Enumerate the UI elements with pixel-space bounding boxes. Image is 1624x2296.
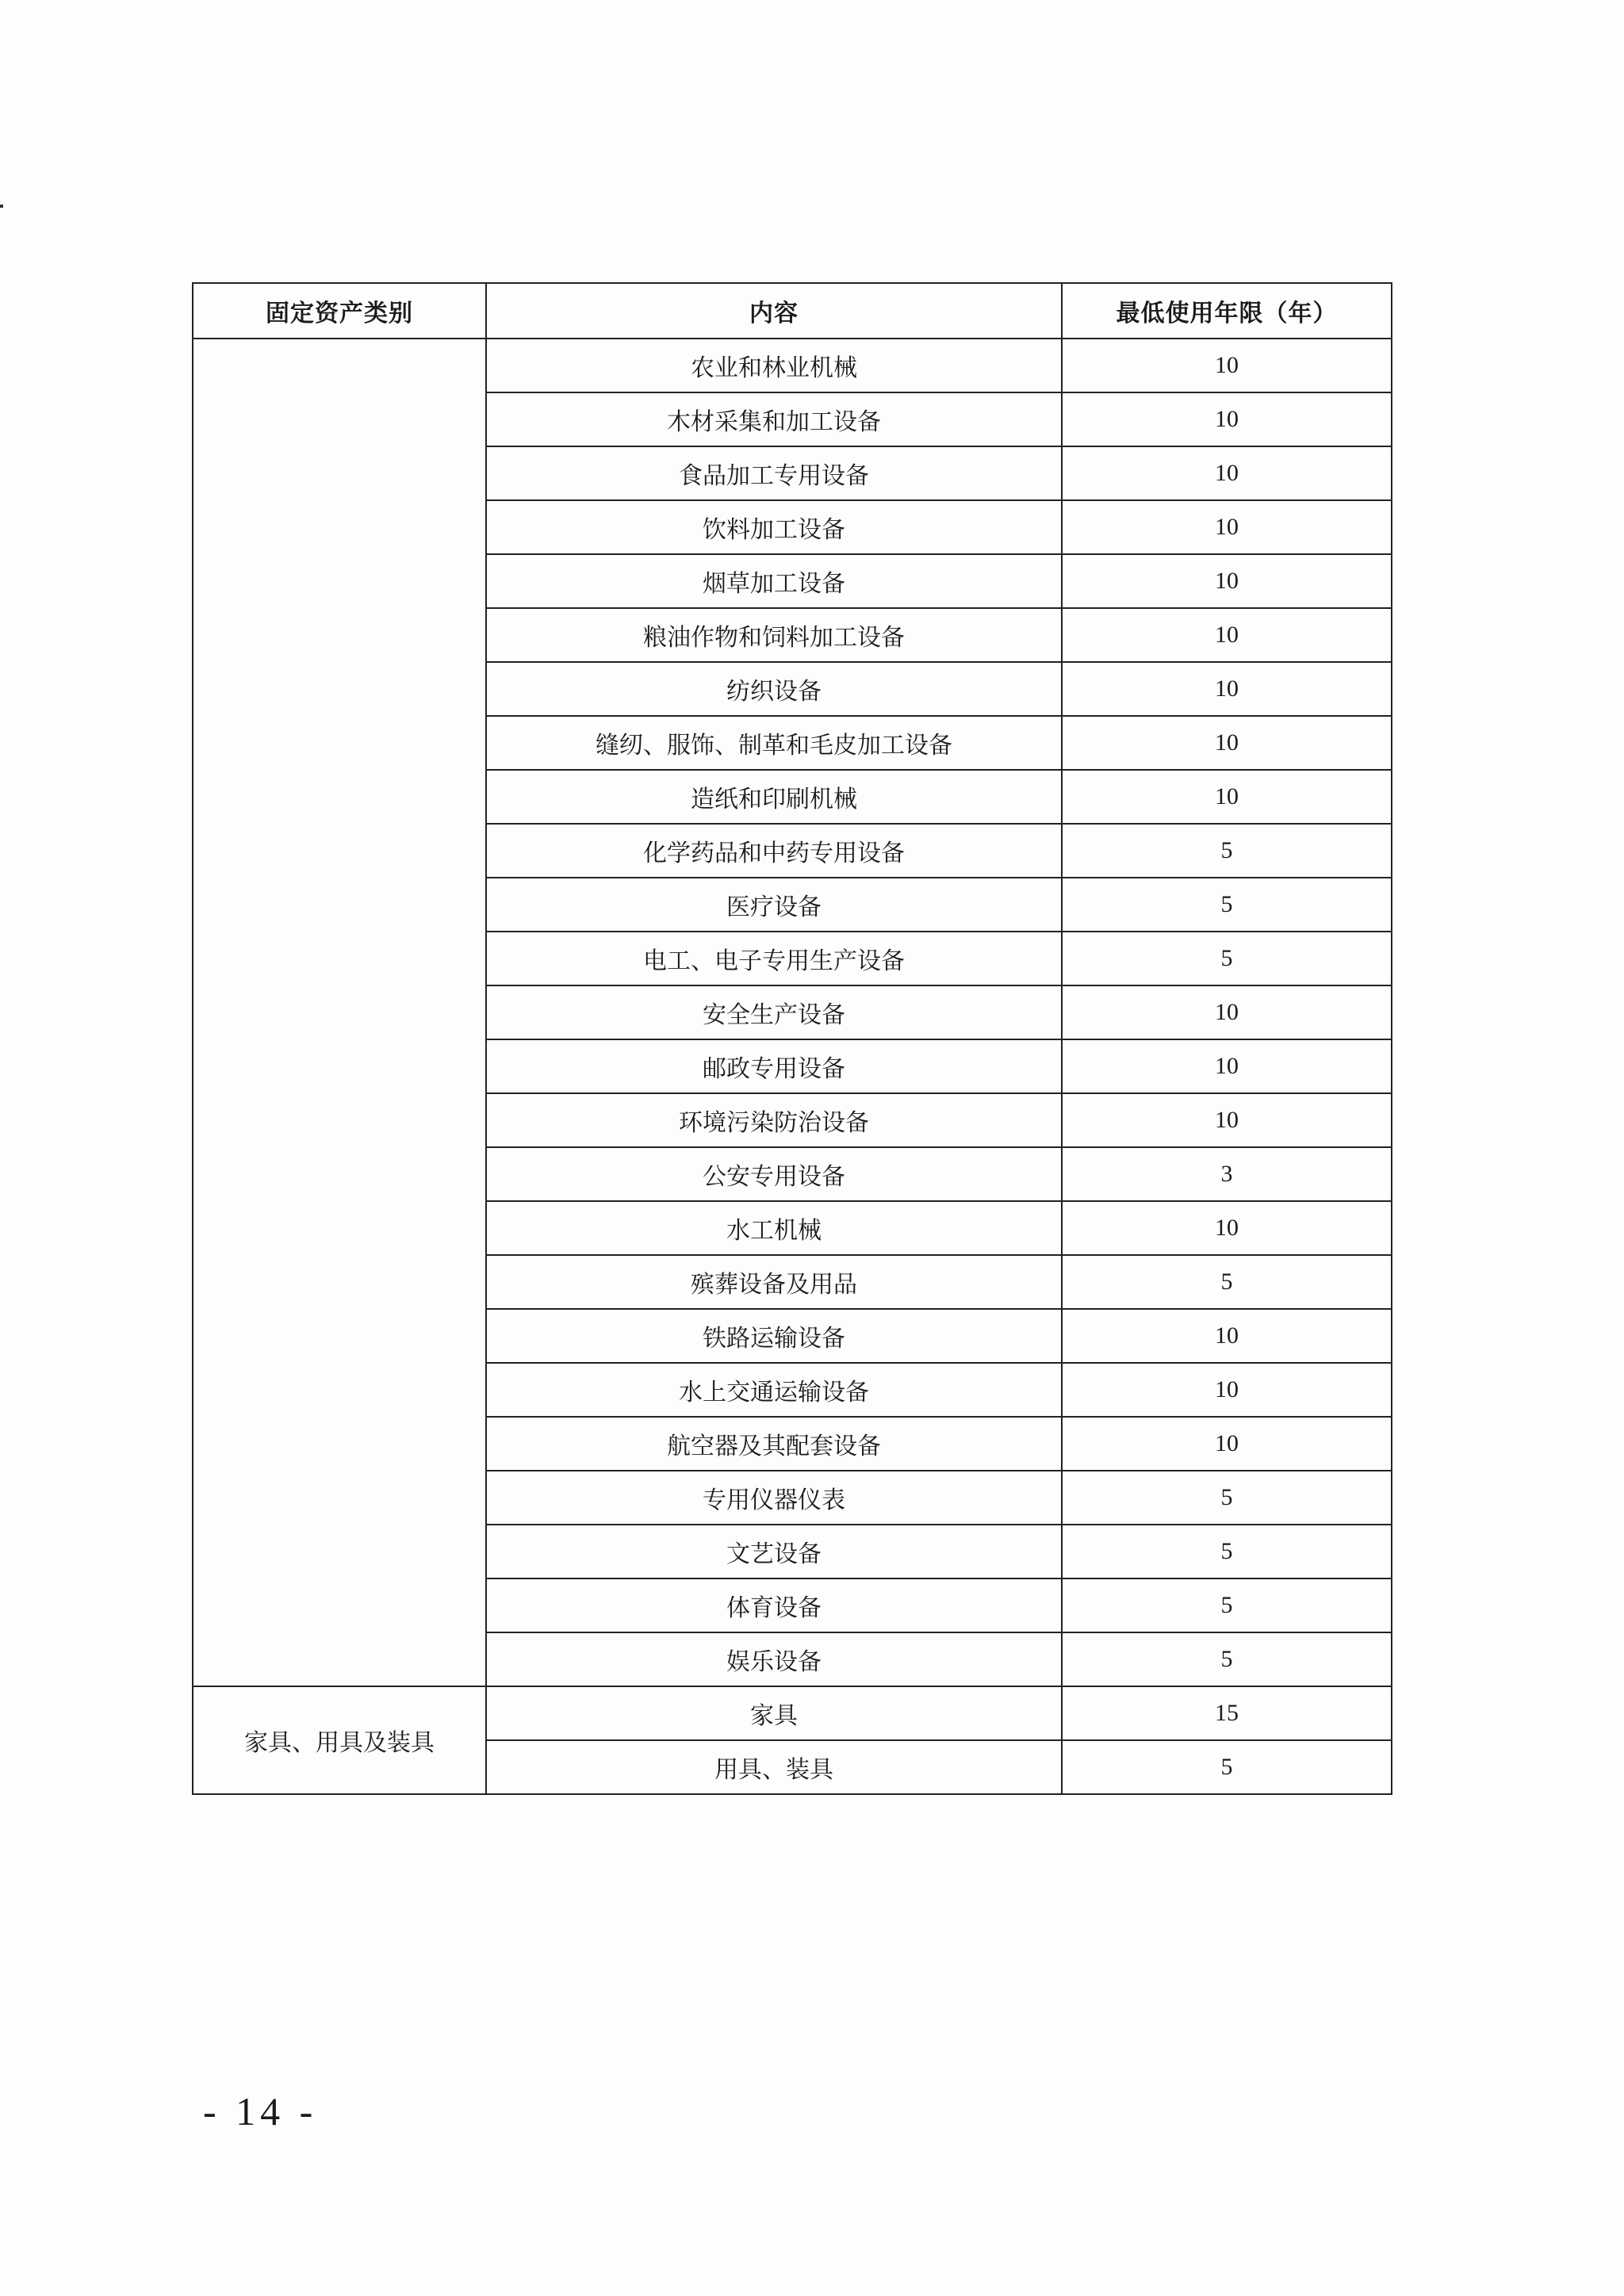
content-cell: 殡葬设备及用品 xyxy=(486,1255,1062,1309)
content-cell: 专用仪器仪表 xyxy=(486,1471,1062,1525)
years-cell: 3 xyxy=(1062,1147,1392,1201)
content-cell: 文艺设备 xyxy=(486,1525,1062,1578)
content-cell: 化学药品和中药专用设备 xyxy=(486,824,1062,878)
years-cell: 10 xyxy=(1062,1309,1392,1363)
content-cell: 邮政专用设备 xyxy=(486,1039,1062,1093)
years-cell: 10 xyxy=(1062,608,1392,662)
content-cell: 环境污染防治设备 xyxy=(486,1093,1062,1147)
content-cell: 纺织设备 xyxy=(486,662,1062,716)
content-cell: 安全生产设备 xyxy=(486,985,1062,1039)
content-cell: 铁路运输设备 xyxy=(486,1309,1062,1363)
content-cell: 用具、装具 xyxy=(486,1740,1062,1794)
content-cell: 水上交通运输设备 xyxy=(486,1363,1062,1417)
years-cell: 10 xyxy=(1062,1039,1392,1093)
content-cell: 饮料加工设备 xyxy=(486,500,1062,554)
years-cell: 10 xyxy=(1062,662,1392,716)
content-cell: 电工、电子专用生产设备 xyxy=(486,932,1062,985)
content-cell: 缝纫、服饰、制革和毛皮加工设备 xyxy=(486,716,1062,770)
table-row xyxy=(193,1686,1392,1740)
content-cell: 公安专用设备 xyxy=(486,1147,1062,1201)
years-cell: 5 xyxy=(1062,932,1392,985)
years-cell: 10 xyxy=(1062,339,1392,392)
content-cell: 烟草加工设备 xyxy=(486,554,1062,608)
category-cell: 家具、用具及装具 xyxy=(193,1686,486,1794)
header-years: 最低使用年限（年） xyxy=(1062,283,1392,339)
years-cell: 5 xyxy=(1062,824,1392,878)
scan-mark xyxy=(0,205,3,208)
years-cell: 10 xyxy=(1062,446,1392,500)
years-cell: 10 xyxy=(1062,716,1392,770)
header-content: 内容 xyxy=(486,283,1062,339)
years-cell: 10 xyxy=(1062,1201,1392,1255)
content-cell: 航空器及其配套设备 xyxy=(486,1417,1062,1471)
years-cell: 5 xyxy=(1062,1255,1392,1309)
content-cell: 食品加工专用设备 xyxy=(486,446,1062,500)
years-cell: 10 xyxy=(1062,770,1392,824)
years-cell: 10 xyxy=(1062,985,1392,1039)
content-cell: 家具 xyxy=(486,1686,1062,1740)
table-body xyxy=(193,339,1392,1794)
table-header-row xyxy=(193,283,1392,339)
content-cell: 娱乐设备 xyxy=(486,1632,1062,1686)
years-cell: 10 xyxy=(1062,1363,1392,1417)
years-cell: 5 xyxy=(1062,878,1392,932)
content-cell: 造纸和印刷机械 xyxy=(486,770,1062,824)
content-cell: 粮油作物和饲料加工设备 xyxy=(486,608,1062,662)
years-cell: 5 xyxy=(1062,1471,1392,1525)
category-cell xyxy=(193,339,486,1686)
years-cell: 10 xyxy=(1062,1093,1392,1147)
years-cell: 15 xyxy=(1062,1686,1392,1740)
years-cell: 5 xyxy=(1062,1632,1392,1686)
years-cell: 10 xyxy=(1062,554,1392,608)
years-cell: 5 xyxy=(1062,1740,1392,1794)
asset-depreciation-table xyxy=(192,282,1392,1795)
content-cell: 医疗设备 xyxy=(486,878,1062,932)
header-category: 固定资产类别 xyxy=(193,283,486,339)
years-cell: 5 xyxy=(1062,1525,1392,1578)
page-number: - 14 - xyxy=(203,2089,318,2133)
years-cell: 10 xyxy=(1062,1417,1392,1471)
content-cell: 木材采集和加工设备 xyxy=(486,392,1062,446)
years-cell: 10 xyxy=(1062,392,1392,446)
content-cell: 农业和林业机械 xyxy=(486,339,1062,392)
years-cell: 10 xyxy=(1062,500,1392,554)
content-cell: 水工机械 xyxy=(486,1201,1062,1255)
table-row xyxy=(193,339,1392,392)
content-cell: 体育设备 xyxy=(486,1578,1062,1632)
years-cell: 5 xyxy=(1062,1578,1392,1632)
